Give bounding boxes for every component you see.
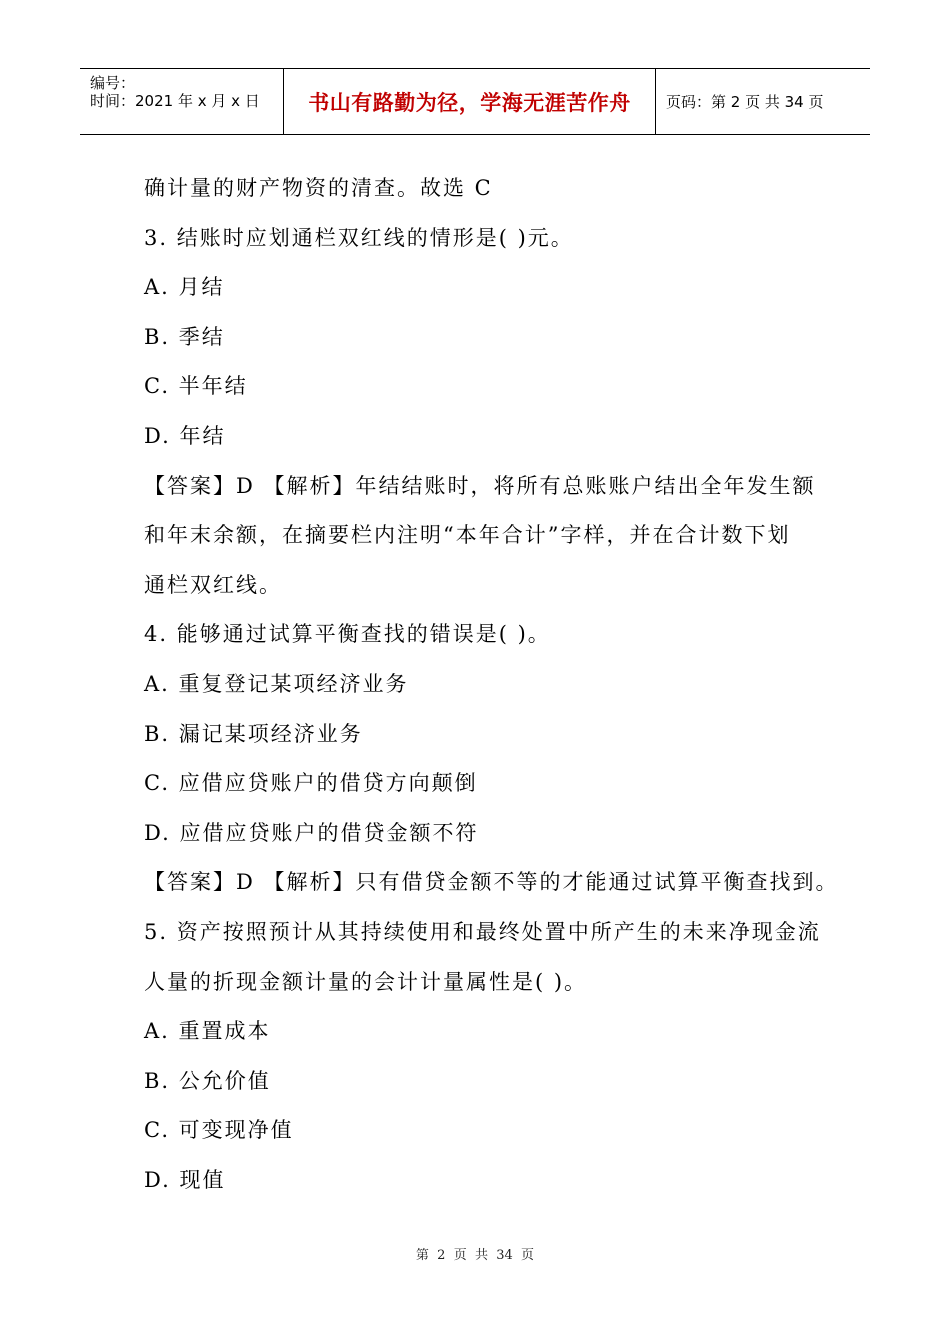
option-b: B. 季结 — [144, 324, 225, 349]
question-5: 5. 资产按照预计从其持续使用和最终处置中所产生的未来净现金流 — [144, 919, 821, 944]
option-c: C. 应借应贷账户的借贷方向颠倒 — [144, 771, 478, 796]
option-b: B. 漏记某项经济业务 — [144, 721, 363, 746]
answer-explanation-cont: 和年末余额，在摘要栏内注明“本年合计”字样，并在合计数下划 — [144, 523, 791, 548]
header-page-number: 页码：第 2 页 共 34 页 — [666, 93, 824, 111]
option-a: A. 月结 — [144, 275, 225, 300]
header-motto: 书山有路勤为径，学海无涯苦作舟 — [308, 91, 631, 115]
option-c: C. 半年结 — [144, 374, 248, 399]
header-page-cell — [656, 69, 870, 135]
option-d: D. 现值 — [144, 1167, 226, 1192]
question-3: 3. 结账时应划通栏双红线的情形是( )元。 — [144, 225, 574, 250]
option-b: B. 公允价值 — [144, 1068, 271, 1093]
body-line: 确计量的财产物资的清查。故选 C — [144, 176, 493, 200]
option-a: A. 重置成本 — [144, 1019, 271, 1044]
answer-explanation-cont: 通栏双红线。 — [144, 572, 282, 597]
answer-explanation: 【答案】D 【解析】年结结账时，将所有总账账户结出全年发生额 — [144, 473, 816, 498]
question-4: 4. 能够通过试算平衡查找的错误是( )。 — [144, 622, 551, 647]
document-number-label: 编号： — [90, 74, 136, 92]
page-header — [80, 68, 870, 135]
document-body — [144, 164, 839, 1205]
option-d: D. 应借应贷账户的借贷金额不符 — [144, 820, 479, 845]
header-info-cell — [80, 69, 283, 135]
page-footer: 第 2 页 共 34 页 — [415, 1248, 535, 1263]
question-5-cont: 人量的折现金额计量的会计计量属性是( )。 — [144, 969, 588, 994]
option-a: A. 重复登记某项经济业务 — [144, 671, 409, 696]
option-d: D. 年结 — [144, 423, 226, 448]
header-motto-cell — [283, 69, 656, 135]
option-c: C. 可变现净值 — [144, 1118, 294, 1143]
document-date-label: 时间：2021 年 x 月 x 日 — [90, 92, 260, 110]
answer-explanation: 【答案】D 【解析】只有借贷金额不等的才能通过试算平衡查找到。 — [144, 870, 839, 895]
